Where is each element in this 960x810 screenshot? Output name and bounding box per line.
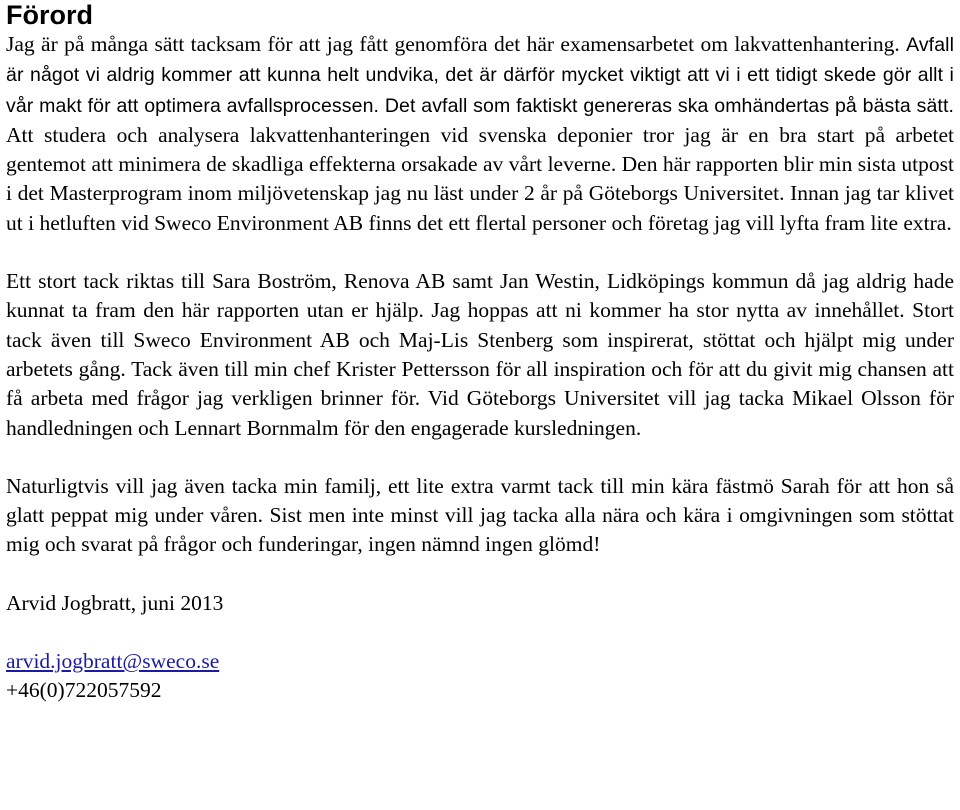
paragraph-intro-part-2: Avfall är något vi aldrig kommer att kunna helt undvika, det är därför mycket viktigt att vi i ett tidigt skede gör allt i vår makt för att optimera avfallsprocessen. Det avfall som faktiskt genereras ska omhändertas på bästa sätt.: [6, 34, 955, 117]
document-page: [6, 0, 954, 706]
paragraph-thanks: Ett stort tack riktas till Sara Boström, Renova AB samt Jan Westin, Lidköpings kommun då jag aldrig hade kunnat ta fram den här rapporten utan er hjälp. Jag hoppas att ni kommer ha stor nytta av innehållet. Stort tack även till Sweco Environment AB och Maj-Lis Stenberg som inspirerat, stöttat och hjälpt mig under arbetets gång. Tack även till min chef Krister Pettersson för all inspiration och för att du givit mig chansen att få arbeta med frågor jag verkligen brinner för. Vid Göteborgs Universitet vill jag tacka Mikael Olsson för handledningen och Lennart Bornmalm för den engagerade kursledningen.: [6, 269, 954, 440]
contact-email-line: [6, 647, 954, 676]
paragraph-family: Naturligtvis vill jag även tacka min familj, ett lite extra varmt tack till min kära fästmö Sarah för att hon så glatt peppat mig under våren. Sist men inte minst vill jag tacka alla nära och kära i omgivningen som stöttat mig och svarat på frågor och funderingar, ingen nämnd ingen glömd!: [6, 473, 954, 557]
paragraph-gap: [6, 238, 954, 267]
signature: Arvid Jogbratt, juni 2013: [6, 590, 224, 615]
paragraph-gap: [6, 618, 954, 647]
paragraph-intro-part-1: Jag är på många sätt tacksam för att jag fått genomföra det här examensarbetet om lakvattenhantering.: [6, 32, 900, 56]
paragraph-intro: [6, 30, 954, 238]
page-title: Förord: [6, 0, 93, 30]
paragraph-intro-part-3: Att studera och analysera lakvattenhanteringen vid svenska deponier tror jag är en bra start på arbetet gentemot att minimera de skadliga effekterna orsakade av vårt leverne. Den här rapporten blir min sista utpost i det Masterprogram inom miljövetenskap jag nu läst under 2 år på Göteborgs Universitet. Innan jag tar klivet ut i hetluften vid Sweco Environment AB finns det ett flertal personer och företag jag vill lyfta fram lite extra.: [6, 122, 954, 235]
contact-phone: +46(0)722057592: [6, 678, 162, 703]
email-link[interactable]: arvid.jogbratt@sweco.se: [6, 649, 220, 674]
paragraph-gap: [6, 443, 954, 472]
paragraph-gap: [6, 560, 954, 589]
